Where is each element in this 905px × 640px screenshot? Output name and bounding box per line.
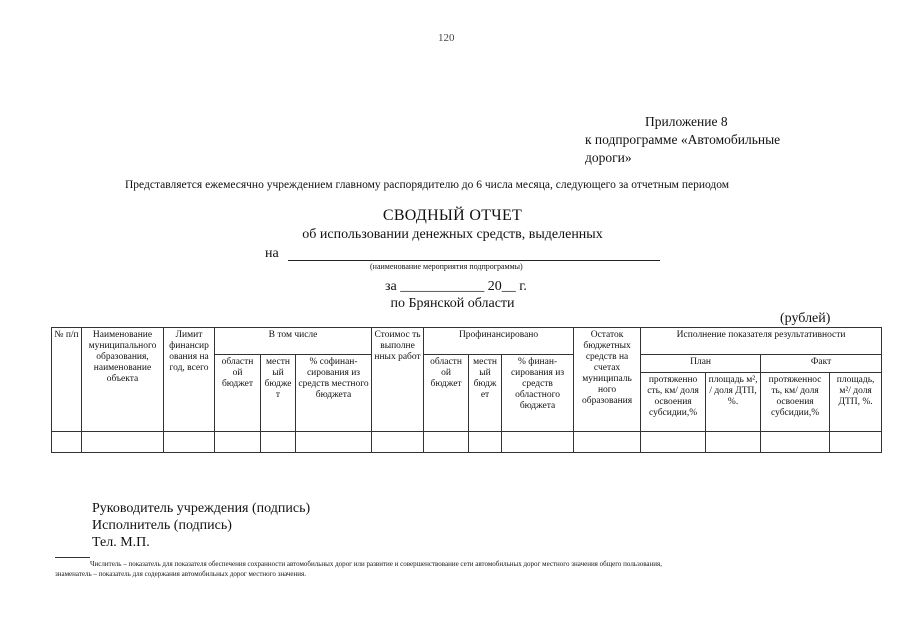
- col-header-fin-regional: областн ой бюджет: [424, 355, 469, 432]
- report-subtitle: об использовании денежных средств, выделенных: [302, 227, 603, 242]
- table-cell: [296, 432, 372, 453]
- table-cell: [574, 432, 641, 453]
- report-region: по Брянской области: [390, 296, 515, 311]
- col-header-fin-pct: % финан- сирования из средств областного бюджета: [502, 355, 574, 432]
- page-number: 120: [438, 32, 455, 44]
- group-header-financed: Профинансировано: [424, 328, 574, 355]
- appendix-line-2: к подпрограмме «Автомобильные: [585, 132, 781, 147]
- group-header-plan: План: [641, 355, 761, 373]
- col-header-num: № п/п: [52, 328, 82, 432]
- table-cell: [372, 432, 424, 453]
- signature-block: [92, 500, 310, 551]
- appendix-line-3: дороги»: [585, 150, 632, 165]
- table-cell: [261, 432, 296, 453]
- col-header-fact-length: протяженнос ть, км/ доля освоения субсидии,%: [761, 373, 830, 432]
- appendix-line-1: Приложение 8: [645, 114, 728, 129]
- event-name-blank-line: [288, 260, 660, 261]
- signature-head: Руководитель учреждения (подпись): [92, 501, 311, 516]
- table-cell: [502, 432, 574, 453]
- table-cell: [706, 432, 761, 453]
- table-cell: [469, 432, 502, 453]
- col-header-balance: Остаток бюджетных средств на счетах муниципаль ного образования: [574, 328, 641, 432]
- col-header-plan-area: площадь м², / доля ДТП, %.: [706, 373, 761, 432]
- col-header-incl-pct: % софинан- сирования из средств местного бюджета: [296, 355, 372, 432]
- table-cell: [215, 432, 261, 453]
- col-header-plan-length: протяженно сть, км/ доля освоения субсидии,%: [641, 373, 706, 432]
- table-cell: [761, 432, 830, 453]
- report-title: СВОДНЫЙ ОТЧЕТ: [382, 207, 523, 224]
- event-name-hint: (наименование мероприятия подпрограммы): [370, 262, 523, 271]
- table-cell: [424, 432, 469, 453]
- table-cell: [164, 432, 215, 453]
- table-cell: [830, 432, 882, 453]
- footnote-line-1: Числитель – показатель для показателя обеспечения сохранности автомобильных дорог или развитие и совершенствование сети автомобильных дорог местного значения общего пользования,: [90, 560, 663, 568]
- signature-phone: Тел. М.П.: [92, 535, 150, 550]
- appendix-block: [585, 113, 835, 167]
- col-header-fin-local: местн ый бюдж ет: [469, 355, 502, 432]
- signature-executor: Исполнитель (подпись): [92, 518, 232, 533]
- col-header-incl-regional: областн ой бюджет: [215, 355, 261, 432]
- group-header-results: Исполнение показателя результативности: [641, 328, 882, 355]
- currency-units: (рублей): [780, 311, 831, 326]
- col-header-cost: Стоимос ть выполне нных работ: [372, 328, 424, 432]
- col-header-fact-area: площадь, м²/ доля ДТП, %.: [830, 373, 882, 432]
- footnote: [55, 559, 845, 579]
- footnote-line-2: знаменатель – показатель для содержания автомобильных дорог местного значения.: [55, 570, 306, 578]
- col-header-limit: Лимит финансир ования на год, всего: [164, 328, 215, 432]
- col-header-name: Наименование муниципального образования, наименование объекта: [82, 328, 164, 432]
- col-header-incl-local: местн ый бюдже т: [261, 355, 296, 432]
- group-header-fact: Факт: [761, 355, 882, 373]
- report-period: за ____________ 20__ г.: [385, 279, 527, 294]
- group-header-including: В том числе: [215, 328, 372, 355]
- na-label: на: [265, 246, 279, 261]
- table-row: [52, 432, 882, 453]
- intro-text: Представляется ежемесячно учреждением главному распорядителю до 6 числа месяца, следующего за отчетным периодом: [125, 179, 730, 191]
- table-cell: [82, 432, 164, 453]
- table-cell: [641, 432, 706, 453]
- table-cell: [52, 432, 82, 453]
- footnote-divider: [55, 557, 90, 558]
- report-table: [51, 327, 882, 453]
